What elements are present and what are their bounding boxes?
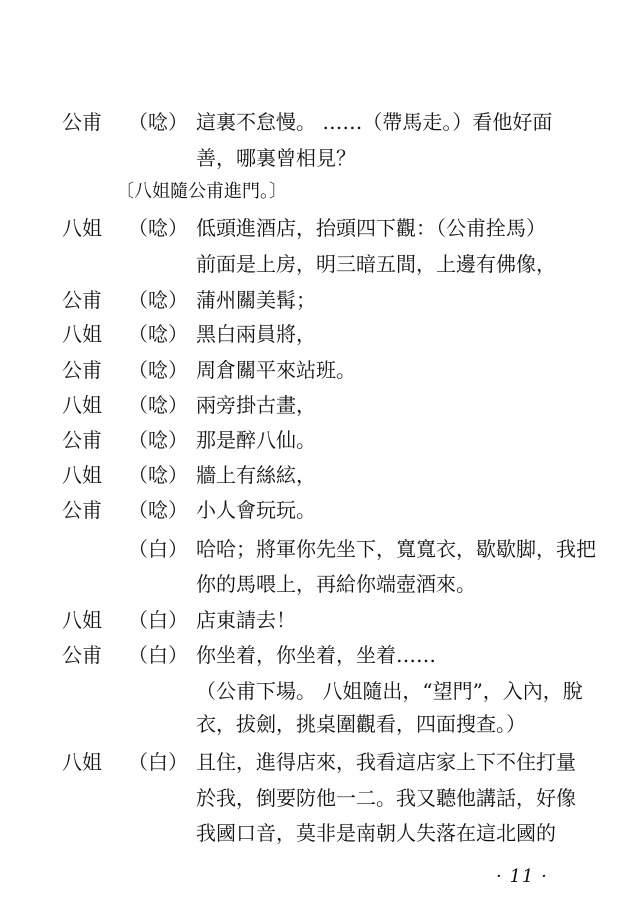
- dialogue-text: 我國口音，莫非是南朝人失落在這北國的: [196, 821, 556, 845]
- speaker-name: 八姐: [62, 608, 102, 632]
- delivery-mode: （唸）: [128, 428, 188, 452]
- speaker-name: 公甫: [62, 110, 102, 134]
- speaker-name: 八姐: [62, 750, 102, 774]
- dialogue-text: 前面是上房，明三暗五間，上邊有佛像，: [196, 252, 556, 276]
- dialogue-text: 你的馬喂上，再給你端壺酒來。: [196, 572, 476, 596]
- dialogue-text: 店東請去！: [196, 608, 296, 632]
- speaker-name: 公甫: [62, 358, 102, 382]
- dialogue-text: 哈哈；將軍你先坐下，寬寬衣，歇歇脚，我把: [196, 537, 596, 561]
- dialogue-text: 你坐着，你坐着，坐着……: [196, 643, 436, 667]
- delivery-mode: （唸）: [128, 110, 188, 134]
- speaker-name: 公甫: [62, 643, 102, 667]
- delivery-mode: （唸）: [128, 216, 188, 240]
- speaker-name: 八姐: [62, 322, 102, 346]
- delivery-mode: （白）: [128, 608, 188, 632]
- speaker-name: 八姐: [62, 216, 102, 240]
- dialogue-text: 且住，進得店來，我看這店家上下不住打量: [196, 750, 576, 774]
- delivery-mode: （白）: [128, 643, 188, 667]
- speaker-name: 公甫: [62, 498, 102, 522]
- dialogue-text: 牆上有絲絃，: [196, 463, 316, 487]
- delivery-mode: （唸）: [128, 288, 188, 312]
- dialogue-text: 低頭進酒店，抬頭四下觀：（公甫拴馬）: [196, 216, 546, 240]
- dialogue-text: 那是醉八仙。: [196, 428, 316, 452]
- dialogue-text: 善，哪裏曾相見？: [196, 146, 356, 170]
- delivery-mode: （唸）: [128, 498, 188, 522]
- dialogue-text: 周倉關平來站班。: [196, 358, 356, 382]
- dialogue-text: 於我，倒要防他一二。我又聽他講話，好像: [196, 786, 576, 810]
- speaker-name: 八姐: [62, 463, 102, 487]
- delivery-mode: （唸）: [128, 463, 188, 487]
- delivery-mode: （白）: [128, 537, 188, 561]
- speaker-name: 公甫: [62, 428, 102, 452]
- dialogue-text: 黑白兩員將，: [196, 322, 316, 346]
- page-number: · 11 ·: [496, 866, 548, 887]
- stage-direction: 〔八姐隨公甫進門。〕: [116, 181, 287, 202]
- speaker-name: 公甫: [62, 288, 102, 312]
- dialogue-text: 這裏不怠慢。 ……（帶馬走。）看他好面: [196, 110, 553, 134]
- dialogue-text: 小人會玩玩。: [196, 498, 316, 522]
- dialogue-text: 蒲州關美髯；: [196, 288, 316, 312]
- stage-direction: 衣，拔劍，挑桌圍觀看，四面搜查。）: [196, 712, 526, 736]
- dialogue-text: 兩旁掛古畫，: [196, 393, 316, 417]
- delivery-mode: （白）: [128, 750, 188, 774]
- delivery-mode: （唸）: [128, 358, 188, 382]
- delivery-mode: （唸）: [128, 322, 188, 346]
- stage-direction: （公甫下場。 八姐隨出，“望門”，入內，脫: [196, 679, 583, 703]
- speaker-name: 八姐: [62, 393, 102, 417]
- delivery-mode: （唸）: [128, 393, 188, 417]
